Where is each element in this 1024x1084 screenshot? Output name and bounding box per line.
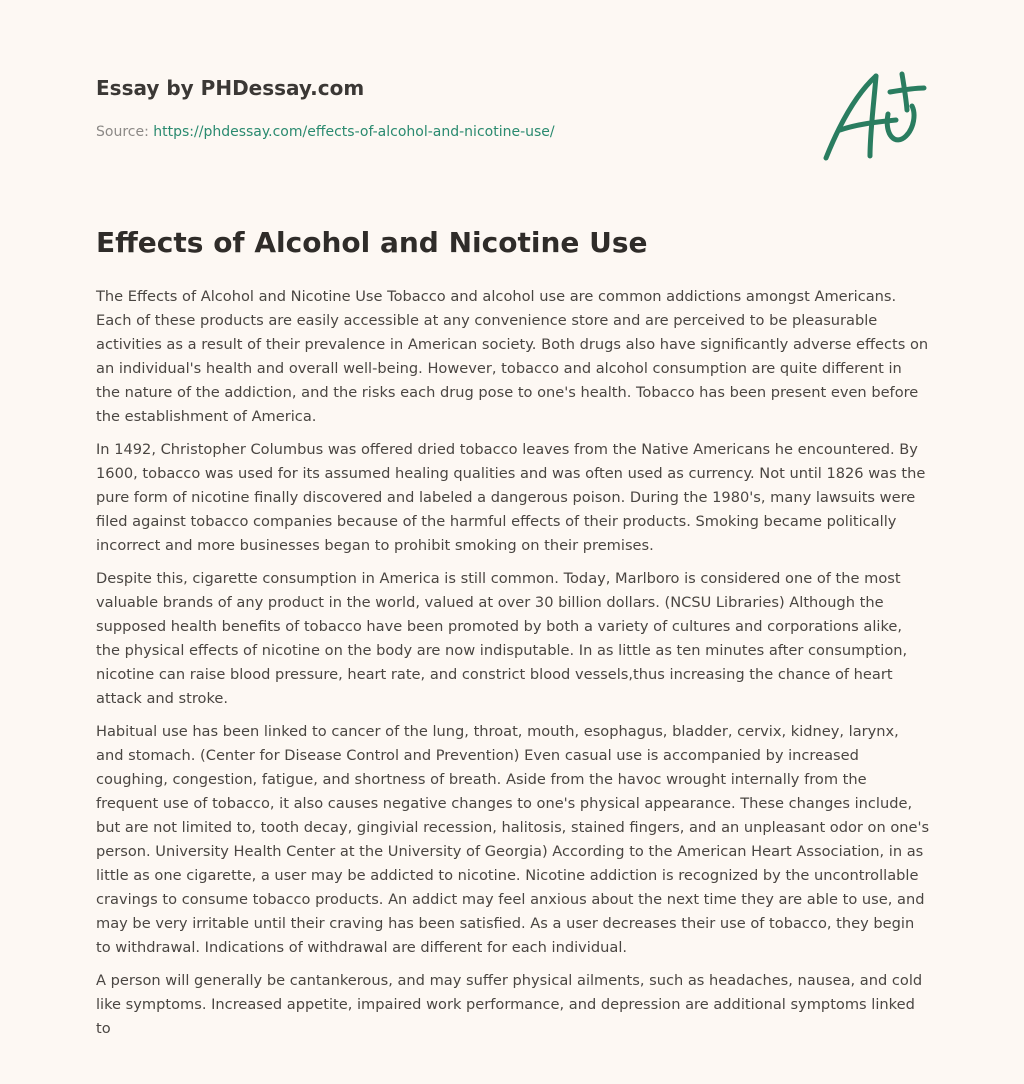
essay-title: Effects of Alcohol and Nicotine Use (96, 226, 648, 259)
paragraph: Despite this, cigarette consumption in America is still common. Today, Marlboro is considered one of the most valuable brands of any product in the world, valued at over 30 billion dollars. (NCSU Libraries) Although the supposed health benefits of tobacco have been promoted by both a variety of cultures and corporations alike, the physical effects of nicotine on the body are now indisputable. In as little as ten minutes after consumption, nicotine can raise blood pressure, heart rate, and constrict blood vessels,thus increasing the chance of heart attack and stroke. (96, 570, 908, 707)
site-title: Essay by PHDessay.com (96, 76, 365, 100)
paragraph: The Effects of Alcohol and Nicotine Use Tobacco and alcohol use are common addictions amongst Americans. Each of these products are easily accessible at any convenience store and are perceived to be pleasurable activities as a result of their prevalence in American society. Both drugs also have significantly adverse effects on an individual's health and overall well-being. However, tobacco and alcohol consumption are quite different in the nature of the addiction, and the risks each drug pose to one's health. Tobacco has been present even before the establishment of America. (96, 288, 929, 425)
paragraph: In 1492, Christopher Columbus was offered dried tobacco leaves from the Native Americans he encountered. By 1600, tobacco was used for its assumed healing qualities and was often used as currency. Not until 1826 was the pure form of nicotine finally discovered and labeled a dangerous poison. During the 1980's, many lawsuits were filed against tobacco companies because of the harmful effects of their products. Smoking became politically incorrect and more businesses began to prohibit smoking on their premises. (96, 441, 926, 554)
source-link[interactable]: https://phdessay.com/effects-of-alcohol-and-nicotine-use/ (153, 124, 555, 140)
a-plus-grade-icon (818, 66, 930, 168)
essay-body (96, 285, 930, 1050)
source-label: Source: (96, 124, 149, 140)
paragraph: Habitual use has been linked to cancer of the lung, throat, mouth, esophagus, bladder, cervix, kidney, larynx, and stomach. (Center for Disease Control and Prevention) Even casual use is accompanied by increased coughing, congestion, fatigue, and shortness of breath. Aside from the havoc wrought internally from the frequent use of tobacco, it also causes negative changes to one's physical appearance. These changes include, but are not limited to, tooth decay, gingivial recession, halitosis, stained fingers, and an unpleasant odor on one's person. University Health Center at the University of Georgia) According to the American Heart Association, in as little as one cigarette, a user may be addicted to nicotine. Nicotine addiction is recognized by the uncontrollable cravings to consume tobacco products. An addict may feel anxious about the next time they are able to use, and may be very irritable until their craving has been satisfied. As a user decreases their use of tobacco, they begin to withdrawal. Indications of withdrawal are different for each individual. (96, 723, 930, 956)
paragraph: A person will generally be cantankerous, and may suffer physical ailments, such as headaches, nausea, and cold like symptoms. Increased appetite, impaired work performance, and depression are additional symptoms linked to (96, 972, 923, 1037)
source-line (96, 124, 555, 140)
